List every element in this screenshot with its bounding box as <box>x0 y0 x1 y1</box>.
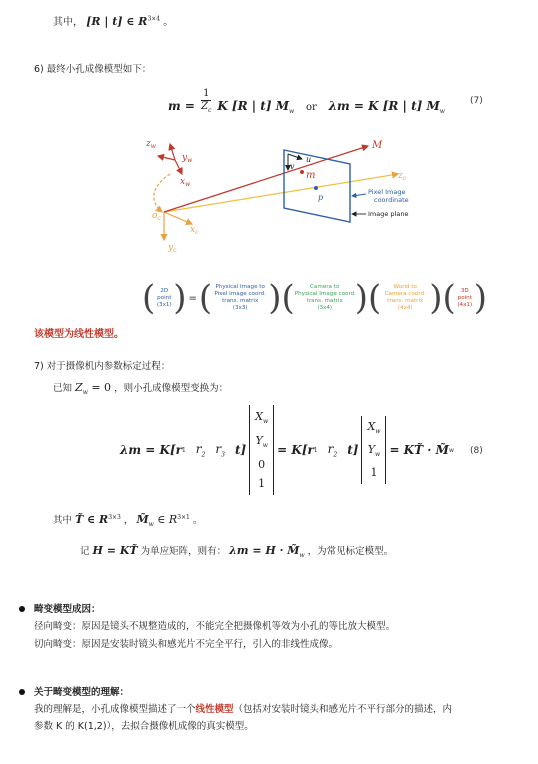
understanding-line2: 参数 K 的 K(1,2)），去拟合摄像机成像的真实模型。 <box>34 721 254 732</box>
label-pixel-image-coordinate: Pixel Image coordinate <box>368 188 409 204</box>
eq8-mid-r2: $r_2$ <box>327 441 338 459</box>
top-exp: 3×4 <box>147 15 161 23</box>
label-v: v <box>290 162 295 171</box>
homog-suffix: ，为常见标定模型。 <box>307 546 394 557</box>
eq7-mid-sub: w <box>288 108 295 116</box>
world-to-camera-arrow <box>154 174 170 212</box>
tangential-distortion: 切向畸变：原因是安装时镜头和感光片不完全平行，引入的非线性成像。 <box>34 639 339 650</box>
where-M2: ∈ R <box>153 513 178 526</box>
matrix-equals: = <box>188 292 197 304</box>
label-xc: $x_c$ <box>190 225 199 236</box>
homog-mid: 为单应矩阵，则有： <box>140 546 227 557</box>
equation-7 <box>168 88 445 122</box>
camera-axes <box>164 174 398 240</box>
known-prefix: 已知 <box>53 383 73 394</box>
known-sub: w <box>82 388 88 396</box>
vec1-3: 1 <box>258 477 266 491</box>
label-zc: $z_c$ <box>398 171 407 182</box>
eq8-r3 <box>215 442 225 458</box>
label-p: p <box>318 193 324 202</box>
ray-to-M <box>164 146 368 212</box>
where-suffix: 。 <box>192 515 203 526</box>
eq8-r2-sub: 2 <box>201 451 206 459</box>
eq7-mid: K [R | t] M <box>217 99 289 113</box>
where-T: T̃ ∈ R <box>75 513 109 526</box>
pinhole-camera-diagram <box>140 132 420 260</box>
where-T-exp: 3×3 <box>108 513 121 521</box>
where-M-sub: w <box>148 520 154 528</box>
matrix-item-3d-point: 3D point (4x1) <box>457 287 473 308</box>
where-M-exp: 3×1 <box>177 513 190 521</box>
where-line <box>53 512 202 528</box>
matrix-item-camera: Camera to Physical Image coord. trans. matrix (3x4) <box>294 284 356 311</box>
label-M: M <box>372 140 383 151</box>
matrix-item-pixel: Physical Image to Pixel Image coord. trans. matrix (3x3) <box>214 284 266 311</box>
point-p <box>314 186 318 190</box>
known-eq: = 0 <box>87 381 112 394</box>
eq7-fraction <box>201 88 211 117</box>
matrix-chain: ( 2D point (3x1) ) = ( Physical Image to Pixel Image coord. trans. matrix (3x3) ) ( Camera to Physical Image coord. trans. matrix (3x4) ) ( World to Camera coord. trans. matrix (4x4) ) ( 3D point (4x1) ) <box>142 277 488 318</box>
eq7-rhs-sub: w <box>439 108 445 116</box>
eq7-frac-den-var: Z <box>201 101 209 112</box>
distortion-title: 畸变模型成因： <box>34 604 101 615</box>
understanding-title: 关于畸变模型的理解： <box>34 687 130 698</box>
radial-distortion: 径向畸变：原因是镜头不规整造成的，不能完全把摄像机等效为小孔的等比放大模型。 <box>34 621 396 632</box>
where-M: M̃ <box>136 513 149 526</box>
known-expr: Z <box>75 381 83 394</box>
eq7-or: or <box>305 102 317 113</box>
label-oc: $o_c$ <box>152 211 161 222</box>
bullet-distortion <box>19 606 25 612</box>
label-yw: $y_w$ <box>182 153 193 164</box>
eq7-number: (7) <box>470 96 483 106</box>
label-zw: $z_w$ <box>146 139 156 150</box>
vec1-1: $Y_w$ <box>255 434 268 450</box>
eq8-mid: = K[r <box>277 443 314 457</box>
step7-label: 7) 对于摄像机内参数标定过程： <box>34 361 171 372</box>
matrix-item-world: World to Camera coord. trans. matrix (4x4) <box>384 284 426 311</box>
homog-eq-sub: w <box>299 551 305 559</box>
image-plane <box>284 150 350 222</box>
world-axes <box>158 144 182 174</box>
eq7-frac-den <box>201 101 211 117</box>
matrix-item-2d-point: 2D point (3x1) <box>156 287 172 308</box>
where-sep: ， <box>123 515 134 526</box>
top-suffix: 。 <box>163 17 174 28</box>
eq8-r2 <box>196 442 206 458</box>
equation-8 <box>120 408 454 492</box>
eq8-r1-sub: 1 <box>181 446 186 454</box>
eq8-r3-sub: 3 <box>221 451 225 459</box>
linear-model-note: 该模型为线性模型。 <box>34 329 124 340</box>
vec2-1: $Y_w$ <box>367 443 381 459</box>
homog-eq: λm = H · M̃ <box>229 544 300 557</box>
where-prefix: 其中 <box>53 515 73 526</box>
homog-H: H = KT̃ <box>92 544 138 557</box>
eq7-frac-den-sub: c <box>208 107 212 114</box>
understanding-line1-suffix: （包括对安装时镜头和感光片不平行部分的描述，内 <box>233 704 453 715</box>
eq8-r2-var: r <box>195 441 202 456</box>
top-line <box>53 13 173 28</box>
label-yc: $y_c$ <box>168 243 177 254</box>
known-line <box>53 380 228 396</box>
eq8-mid-t: t] <box>347 443 359 457</box>
known-suffix: ，则小孔成像模型变换为： <box>114 383 229 394</box>
point-m <box>300 170 304 174</box>
eq8-vec1 <box>249 405 274 495</box>
eq8-rhs: = KT̃ · M̃ <box>389 443 449 457</box>
homography-line <box>80 543 393 559</box>
bullet-understanding <box>19 689 25 695</box>
eq7-frac-num: 1 <box>203 88 210 99</box>
understanding-line1 <box>34 701 452 715</box>
label-u: u <box>306 155 312 164</box>
understanding-highlight: 线性模型 <box>195 704 234 715</box>
eq8-rhs-sub: w <box>448 446 455 454</box>
label-m: m <box>306 170 316 181</box>
vec1-0: $X_w$ <box>255 409 269 425</box>
eq7-rhs: λm = K [R | t] M <box>328 99 440 113</box>
top-expr: [R | t] ∈ R <box>86 15 148 28</box>
vec2-0: $X_w$ <box>367 419 381 435</box>
label-image-plane: Image plane <box>368 210 409 218</box>
eq8-t: t] <box>234 443 247 457</box>
label-xw: $x_w$ <box>180 177 191 188</box>
eq7-lhs: m = <box>168 99 200 113</box>
eq8-lhs: λm = K[r <box>120 443 182 457</box>
vec1-2: 0 <box>258 458 266 472</box>
step6-label: 6) 最终小孔成像模型如下： <box>34 64 152 75</box>
eq8-mid-r1-sub: 1 <box>313 446 318 454</box>
eq8-r3-var: r <box>215 441 222 456</box>
eq8-number: (8) <box>470 446 483 456</box>
understanding-line1-prefix: 我的理解是，小孔成像模型描述了一个 <box>34 704 196 715</box>
vec2-2: 1 <box>370 466 378 480</box>
top-prefix: 其中， <box>53 17 83 28</box>
homog-prefix: 记 <box>80 546 90 557</box>
eq8-vec2 <box>361 416 386 484</box>
